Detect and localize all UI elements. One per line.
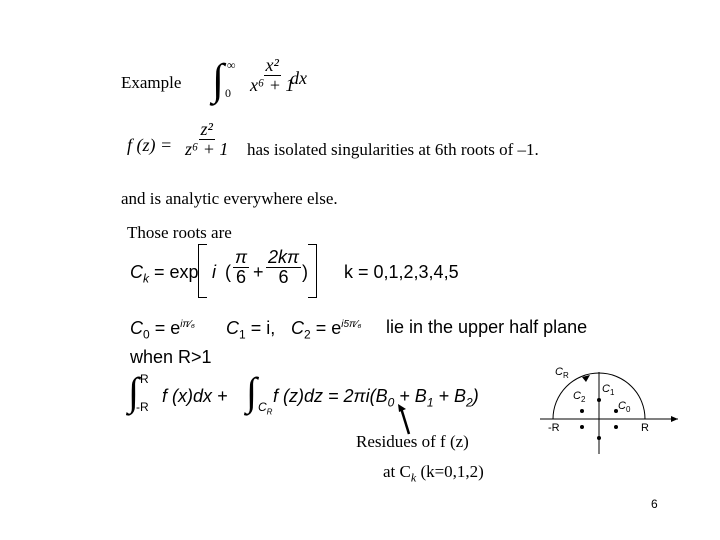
c1-value: $C_1 = i$, — [226, 318, 276, 342]
pi-frac: $\frac{\pi}{6}$ — [235, 247, 248, 287]
diagram-cr: $C_R$ — [555, 366, 569, 381]
right-paren: ) — [302, 262, 308, 282]
diagram-c0: $C_0$ — [618, 400, 631, 415]
c2-value: $C_2 = e^{i5\pi⁄_6}$ — [291, 318, 362, 342]
upper-half-text: lie in the upper half plane — [386, 317, 588, 337]
plus-sign: + — [253, 262, 264, 282]
ck-i: i — [212, 262, 216, 282]
real-axis-arrow — [671, 416, 678, 422]
page-number: 6 — [651, 497, 658, 511]
residues-label: Residues of f (z) — [356, 432, 469, 451]
diagram-r: R — [641, 422, 649, 434]
diagram-c2: $C_2$ — [573, 390, 586, 405]
analytic-text: and is analytic everywhere else. — [121, 189, 338, 208]
left-paren: ( — [225, 262, 231, 282]
residue-arrow — [395, 400, 415, 436]
right-bracket — [308, 244, 317, 298]
ck-formula: $C_k = \exp$ — [130, 262, 199, 286]
left-bracket — [198, 244, 207, 298]
when-text: when R>1 — [130, 347, 212, 367]
diagram-minus-r: -R — [548, 422, 560, 434]
contour-equation: ∫ R -R f (x)dx + ∫ $C_R$ f $(z)dz = 2\pi i(B_0 + B_1 + B_2)$ — [128, 369, 479, 417]
fz-lhs: f (z) = — [127, 135, 173, 155]
singularities-text: has isolated singularities at 6th roots of –1. — [247, 140, 539, 159]
fz-fraction: $\frac{\text{z²}}{\text{z⁶ + 1}}$ — [185, 119, 229, 159]
pole-c3 — [580, 425, 584, 429]
pole-c2 — [580, 409, 584, 413]
roots-values: $C_0 = e^{i\pi⁄_6}$ — [130, 318, 195, 342]
k-range: k = 0,1,2,3,4,5 — [344, 262, 459, 282]
pole-c4 — [597, 436, 601, 440]
kpi-frac: $\frac{2k\pi}{6}$ — [268, 247, 300, 287]
roots-text: Those roots are — [127, 223, 232, 242]
pole-c5 — [614, 425, 618, 429]
at-ck-label: at $C_k$ (k=0,1,2) — [383, 462, 484, 485]
pole-c1 — [597, 398, 601, 402]
diagram-c1: $C_1$ — [602, 383, 615, 398]
example-label: Example — [121, 73, 182, 92]
